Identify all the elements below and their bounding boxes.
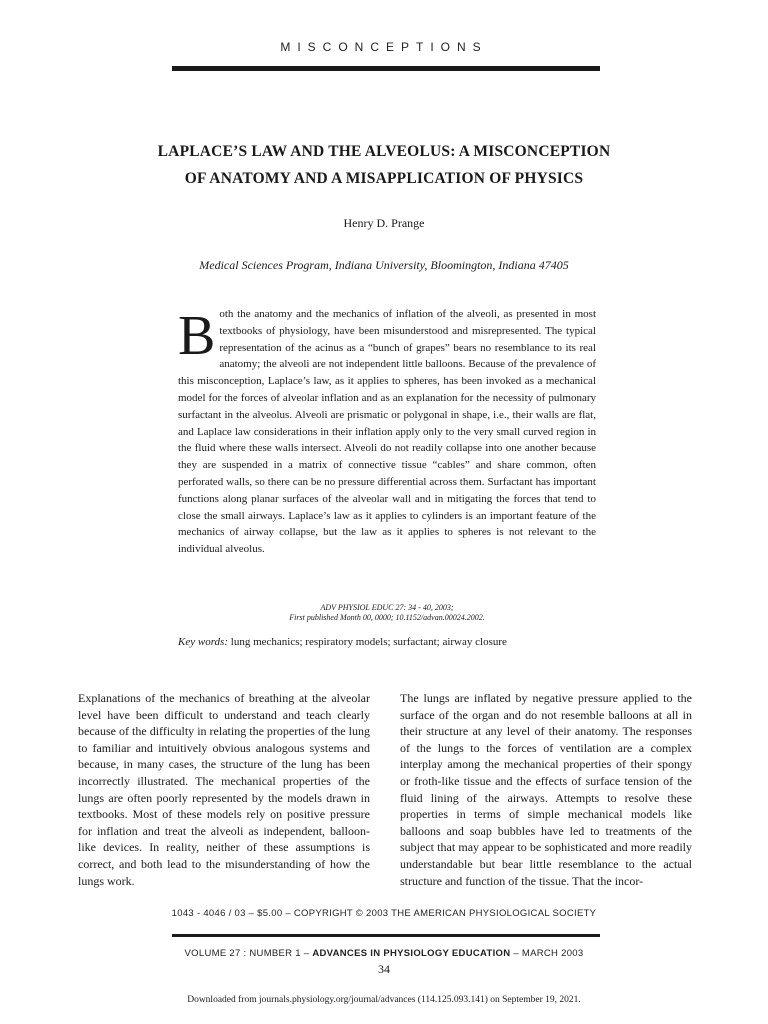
citation bbox=[178, 603, 596, 623]
section-label: MISCONCEPTIONS bbox=[280, 40, 488, 54]
body-column-right: The lungs are inflated by negative pressure applied to the surface of the organ and do not resemble balloons at all in their structure at any level of their anatomy. The responses of the lungs to the forces of ventilation are a complex interplay among the mechanical properties of their spongy or froth-like tissue and the effects of surface tension of the fluid lining of the airways. Attempts to resolve these properties in terms of simple mechanical models like balloons and soap bubbles have led to treatments of the subject that may appear to be sophisticated and more readily understandable but bear little resemblance to the actual structure and function of the tissue. That the incor- bbox=[400, 691, 692, 888]
keywords-text: lung mechanics; respiratory models; surfactant; airway closure bbox=[228, 636, 507, 648]
abstract bbox=[178, 306, 596, 558]
keywords bbox=[178, 636, 596, 648]
top-rule bbox=[172, 66, 600, 71]
download-note: Downloaded from journals.physiology.org/journal/advances (114.125.093.141) on September 19, 2021. bbox=[187, 995, 581, 1005]
copyright-line: 1043 - 4046 / 03 – $5.00 – COPYRIGHT © 2003 THE AMERICAN PHYSIOLOGICAL SOCIETY bbox=[171, 908, 597, 919]
drop-cap: B bbox=[178, 305, 216, 367]
article-title bbox=[100, 138, 668, 192]
author: Henry D. Prange bbox=[343, 216, 425, 230]
volume-line bbox=[0, 948, 768, 959]
volume-suffix: – MARCH 2003 bbox=[510, 948, 584, 959]
abstract-text: oth the anatomy and the mechanics of inflation of the alveoli, as presented in most textbooks of physiology, have been misunderstood and misrepresented. The typical representation of the acinus as a “bunch of grapes” bears no resemblance to its real anatomy; the alveoli are not independent little balloons. Because of the prevalence of this misconception, Laplace’s law, as it applies to spheres, has been invoked as a mechanical model for the forces of alveolar inflation and as an explanation for the necessity of pulmonary surfactant in the alveolus. Alveoli are prismatic or polygonal in shape, i.e., their walls are flat, and Laplace law considerations in their inflation apply only to the very small curved region in the fluid where these walls intersect. Alveoli do not readily collapse into one another because they are suspended in a matrix of connective tissue “cables” and share common, often perforated walls, so there can be no pressure differential across them. Surfactant has important functions along planar surfaces of the alveolar wall and in mitigating the forces that tend to close the small airways. Laplace’s law as it applies to cylinders is an important feature of the mechanics of airway collapse, but the law as it applies to spheres is not relevant to the individual alveolus. bbox=[178, 308, 596, 556]
volume-prefix: VOLUME 27 : NUMBER 1 – bbox=[184, 948, 313, 959]
body-column-left: Explanations of the mechanics of breathing at the alveolar level have been difficult to understand and teach clearly because of the difficulty in relating the properties of the lung to familiar and intuitively obvious analogous systems and because, in many cases, the structure of the lung has been incorrectly illustrated. The mechanical properties of the lungs are often poorly represented by the models drawn in textbooks. Most of these models rely on positive pressure for inflation and treat the alveoli as independent, balloon-like devices. In reality, neither of these assumptions is correct, and both lead to the misunderstanding of how the lungs work. bbox=[78, 691, 370, 888]
journal-name: ADVANCES IN PHYSIOLOGY EDUCATION bbox=[312, 948, 511, 959]
citation-line-1: ADV PHYSIOL EDUC 27: 34 - 40, 2003; bbox=[320, 603, 454, 612]
title-line-1: LAPLACE’S LAW AND THE ALVEOLUS: A MISCONCEPTION bbox=[157, 143, 611, 160]
affiliation: Medical Sciences Program, Indiana University, Bloomington, Indiana 47405 bbox=[199, 258, 569, 272]
keywords-label: Key words: bbox=[178, 636, 229, 648]
title-line-2: OF ANATOMY AND A MISAPPLICATION OF PHYSICS bbox=[184, 170, 584, 187]
page-number: 34 bbox=[378, 962, 390, 976]
citation-line-2: First published Month 00, 0000; 10.1152/advan.00024.2002. bbox=[289, 613, 485, 622]
bottom-rule bbox=[172, 934, 600, 937]
